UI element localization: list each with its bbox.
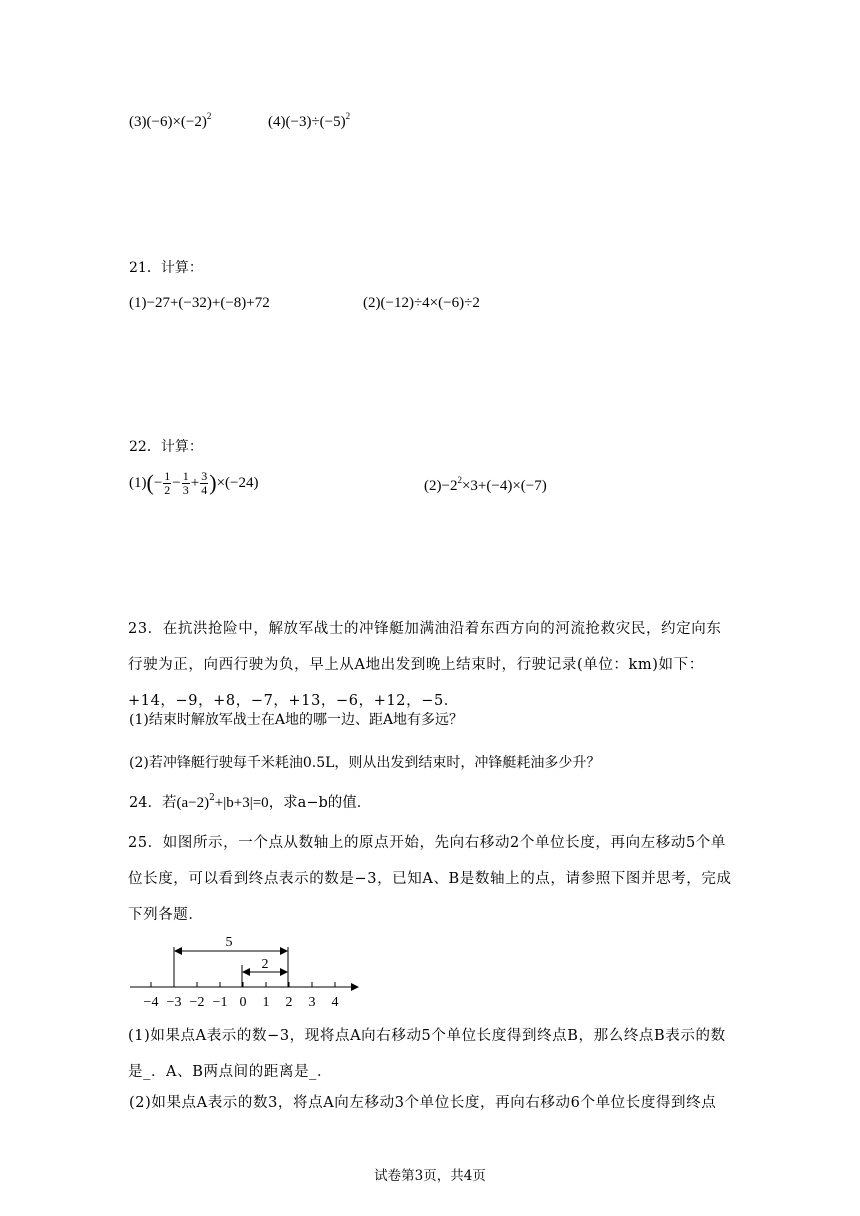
fraction: $\frac{3}{4}$ [201, 469, 208, 497]
fraction: $\frac{1}{2}$ [164, 469, 171, 497]
number-line-diagram [120, 930, 380, 1010]
q23-sub1: (1)结束时解放军战士在A地的哪一边、距A地有多远？ [129, 712, 464, 728]
axis-tick-label: 3 [308, 995, 316, 1010]
q24-text: 24．若$(a-2)^2+|b+3|=0$，求a−b的值． [129, 793, 372, 811]
q22-part1: (1)(− $\frac{1}{2}$ − $\frac{1}{3}$ + $\frac{3}{4}$ )×(−24) [129, 469, 259, 497]
q25-text: 25．如图所示，一个点从数轴上的原点开始，先向右移动2个单位长度，再向左移动5个单位长度，可以看到终点表示的数是−3，已知A、B是数轴上的点，请参照下图并思考，完成下列各题． [128, 835, 732, 923]
axis-tick-label: −2 [189, 995, 205, 1010]
q22-part2: $(2)-2^2\times 3+(-4)\times(-7)$ [424, 475, 547, 494]
page-footer: 试卷第3页，共4页 [374, 1168, 486, 1184]
q23-sub2: (2)若冲锋艇行驶每千米耗油0.5L，则从出发到结束时，冲锋艇耗油多少升？ [129, 755, 601, 771]
axis-tick-labels [144, 995, 339, 1010]
q22-title: 22．计算： [129, 439, 203, 455]
axis-tick-label: 0 [239, 995, 247, 1010]
q21-title: 21．计算： [129, 260, 203, 276]
axis-tick-label: 4 [331, 995, 339, 1010]
axis-tick-label: −1 [212, 995, 228, 1010]
arrow-2-label: 2 [261, 957, 269, 972]
q20-part4: $(4)(-3)\div(-5)^2$ [268, 111, 351, 130]
axis-tick-label: 1 [262, 995, 270, 1010]
axis-tick-label: −3 [166, 995, 182, 1010]
q23-text: 23．在抗洪抢险中，解放军战士的冲锋艇加满油沿着东西方向的河流抢救灾民，约定向东行驶为正，向西行驶为负，早上从A地出发到晚上结束时，行驶记录(单位：km)如下：+14，−9，+8，−7，+13，−6，+12，−5． [128, 621, 722, 709]
q25-sub1: (1)如果点A表示的数−3，现将点A向右移动5个单位长度得到终点B，那么终点B表示的数是_．A、B两点间的距离是_． [128, 1028, 726, 1080]
q25-sub2: (2)如果点A表示的数3，将点A向左移动3个单位长度，再向右移动6个单位长度得到终点 [129, 1095, 717, 1111]
q21-part1: (1)−27+(−32)+(−8)+72 [129, 295, 270, 311]
q21-part2: (2)(−12)÷4×(−6)÷2 [363, 295, 480, 311]
arrow-5-label: 5 [225, 935, 233, 950]
axis-ticks [151, 982, 335, 987]
fraction: $\frac{1}{3}$ [182, 469, 189, 497]
axis-tick-label: 2 [285, 995, 293, 1010]
q20-part3: $(3)(-6)\times(-2)^2$ [129, 111, 212, 130]
axis-tick-label: −4 [143, 995, 159, 1010]
